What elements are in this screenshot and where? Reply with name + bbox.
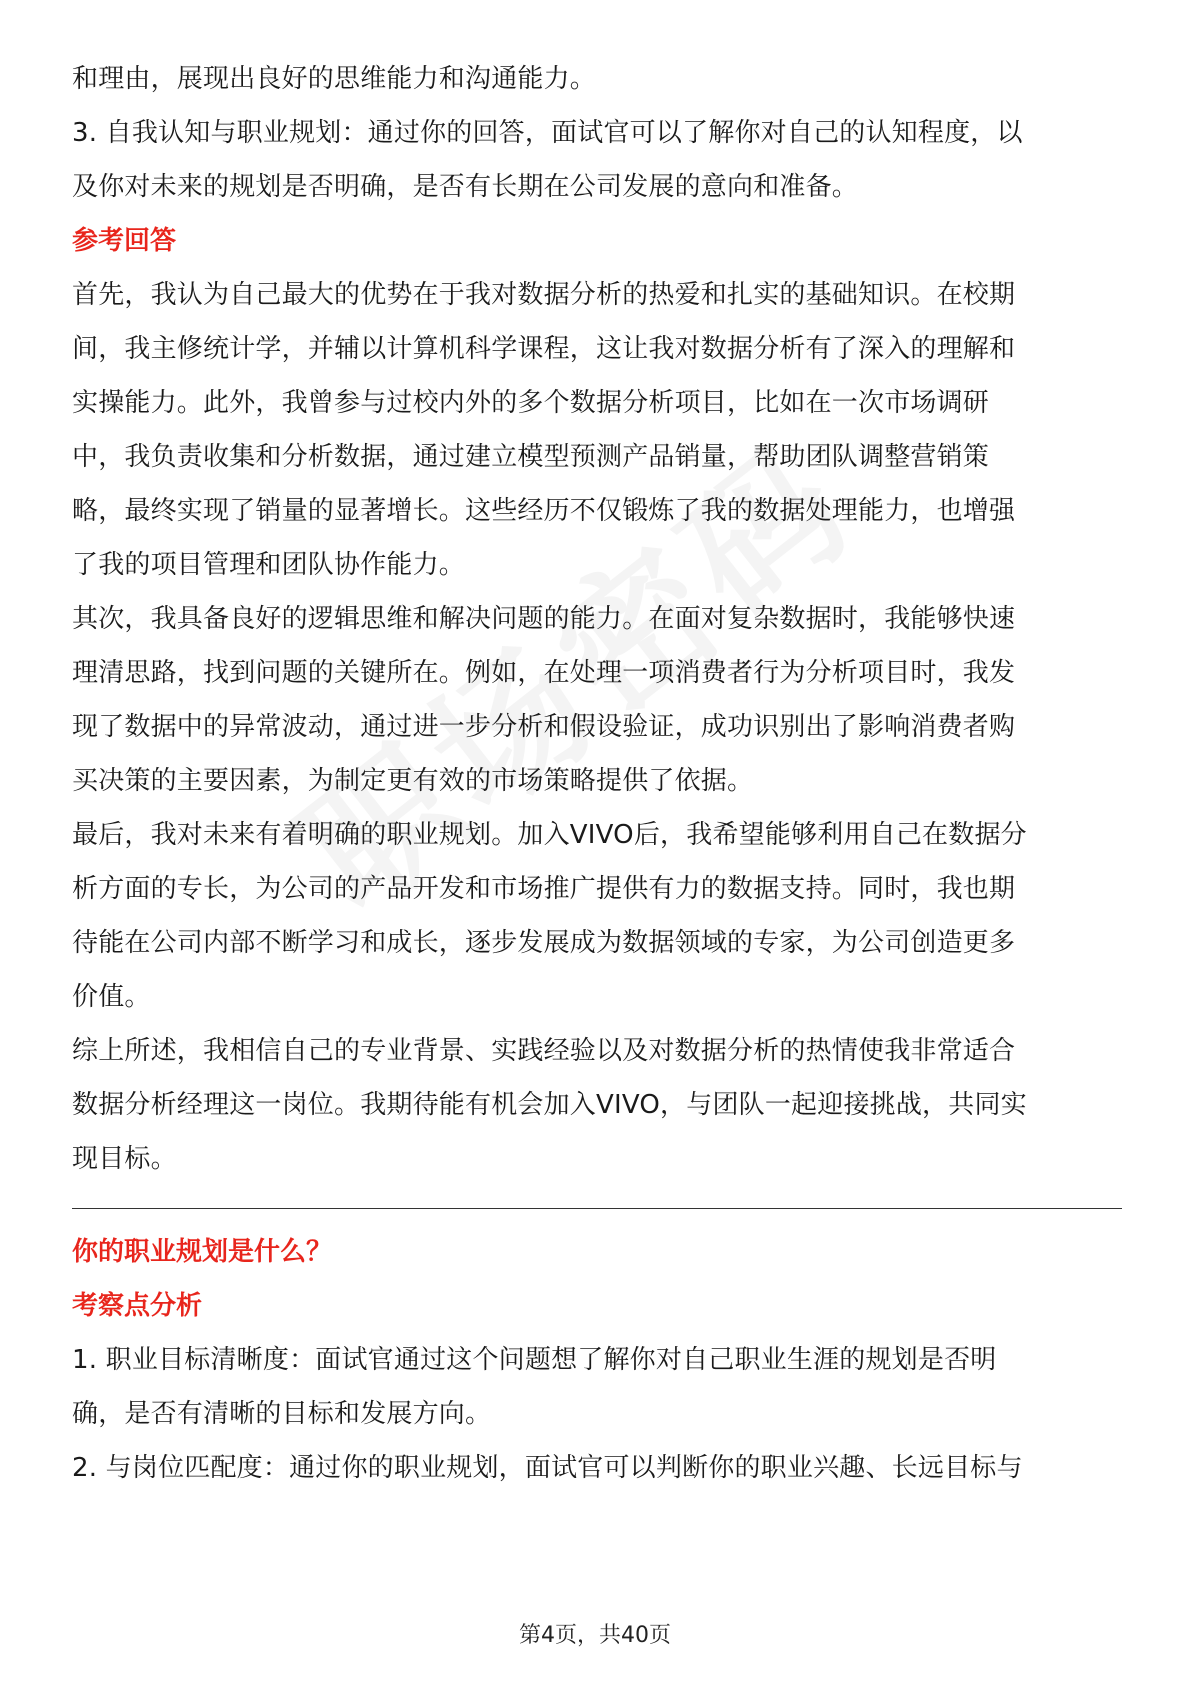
section-divider — [72, 1208, 1122, 1209]
text-line: 及你对未来的规划是否明确，是否有长期在公司发展的意向和准备。 — [72, 172, 859, 202]
text-line: 析方面的专长，为公司的产品开发和市场推广提供有力的数据支持。同时，我也期 — [72, 874, 1016, 904]
text-line: 其次，我具备良好的逻辑思维和解决问题的能力。在面对复杂数据时，我能够快速 — [72, 604, 1016, 634]
intro-section — [72, 52, 1122, 214]
text-line: 2. 与岗位匹配度：通过你的职业规划，面试官可以判断你的职业兴趣、长远目标与 — [72, 1453, 1023, 1483]
text-line: 和理由，展现出良好的思维能力和沟通能力。 — [72, 64, 597, 94]
text-line: 实操能力。此外，我曾参与过校内外的多个数据分析项目，比如在一次市场调研 — [72, 388, 990, 418]
text-line: 最后，我对未来有着明确的职业规划。加入VIVO后，我希望能够利用自己在数据分 — [72, 820, 1027, 850]
question-title: 你的职业规划是什么？ — [72, 1237, 333, 1267]
text-line: 中，我负责收集和分析数据，通过建立模型预测产品销量，帮助团队调整营销策 — [72, 442, 990, 472]
text-line: 现了数据中的异常波动，通过进一步分析和假设验证，成功识别出了影响消费者购 — [72, 712, 1016, 742]
analysis-heading: 考察点分析 — [72, 1291, 203, 1321]
text-line: 首先，我认为自己最大的优势在于我对数据分析的热爱和扎实的基础知识。在校期 — [72, 280, 1016, 310]
page-number: 第4页，共40页 — [519, 1623, 671, 1648]
text-line: 综上所述，我相信自己的专业背景、实践经验以及对数据分析的热情使我非常适合 — [72, 1036, 1016, 1066]
text-line: 理清思路，找到问题的关键所在。例如，在处理一项消费者行为分析项目时，我发 — [72, 658, 1016, 688]
text-line: 了我的项目管理和团队协作能力。 — [72, 550, 466, 580]
text-line: 略，最终实现了销量的显著增长。这些经历不仅锻炼了我的数据处理能力，也增强 — [72, 496, 1016, 526]
text-line: 买决策的主要因素，为制定更有效的市场策略提供了依据。 — [72, 766, 754, 796]
text-line: 间，我主修统计学，并辅以计算机科学课程，这让我对数据分析有了深入的理解和 — [72, 334, 1016, 364]
answer-section — [72, 268, 1122, 1186]
answer-heading: 参考回答 — [72, 226, 177, 256]
text-line: 3. 自我认知与职业规划：通过你的回答，面试官可以了解你对自己的认知程度，以 — [72, 118, 1023, 148]
page-content — [72, 52, 1122, 1495]
text-line: 1. 职业目标清晰度：面试官通过这个问题想了解你对自己职业生涯的规划是否明 — [72, 1345, 997, 1375]
text-line: 确，是否有清晰的目标和发展方向。 — [72, 1399, 492, 1429]
text-line: 现目标。 — [72, 1144, 177, 1174]
analysis-section — [72, 1333, 1122, 1495]
text-line: 待能在公司内部不断学习和成长，逐步发展成为数据领域的专家，为公司创造更多 — [72, 928, 1016, 958]
text-line: 价值。 — [72, 982, 151, 1012]
text-line: 数据分析经理这一岗位。我期待能有机会加入VIVO，与团队一起迎接挑战，共同实 — [72, 1090, 1027, 1120]
